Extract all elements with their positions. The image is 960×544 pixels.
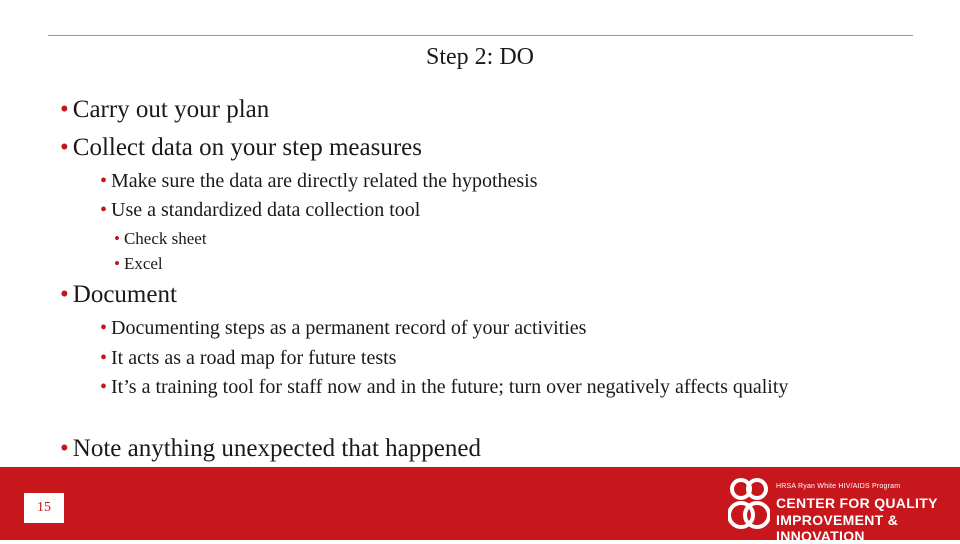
bullet-text: Documenting steps as a permanent record of your activities xyxy=(111,317,587,339)
bullet-text: Check sheet xyxy=(123,229,207,248)
bullet-item xyxy=(60,96,269,124)
bullet-item xyxy=(100,170,538,193)
ribbon-logo-icon xyxy=(728,475,770,533)
bullet-item xyxy=(100,374,860,401)
bullet-dot: • xyxy=(100,170,108,192)
logo-program-name: HRSA Ryan White HIV/AIDS Program xyxy=(776,483,901,490)
bullet-text: Carry out your plan xyxy=(72,96,270,123)
bullet-dot: • xyxy=(60,435,69,462)
bullet-item xyxy=(60,134,422,162)
footer-bar xyxy=(0,467,960,544)
bullet-dot: • xyxy=(60,96,69,123)
bullet-text: Use a standardized data collection tool xyxy=(111,199,421,221)
bullet-text: Collect data on your step measures xyxy=(72,134,422,161)
bullet-text: It’s a training tool for staff now and in the future; turn over negatively affects quality xyxy=(111,376,789,398)
top-rule xyxy=(48,35,913,36)
page-number: 15 xyxy=(24,493,64,523)
bullet-item xyxy=(100,317,586,340)
bullet-item xyxy=(100,347,396,370)
logo-text-line2: IMPROVEMENT & INNOVATION xyxy=(776,512,899,544)
bullet-item xyxy=(60,435,481,463)
bullet-dot: • xyxy=(100,199,108,221)
bullet-item xyxy=(114,229,207,249)
bullet-item xyxy=(114,254,163,274)
bullet-item xyxy=(100,199,420,222)
bullet-dot: • xyxy=(100,347,108,369)
bullet-item xyxy=(60,281,177,309)
bullet-dot: • xyxy=(114,229,120,248)
bullet-dot: • xyxy=(100,376,108,398)
bullet-text: Excel xyxy=(123,254,163,273)
bullet-text: It acts as a road map for future tests xyxy=(111,347,397,369)
bullet-dot: • xyxy=(60,134,69,161)
logo-text-line1: CENTER FOR QUALITY xyxy=(776,495,938,511)
bullet-text: Note anything unexpected that happened xyxy=(72,435,481,462)
organization-logo xyxy=(728,473,948,544)
bullet-dot: • xyxy=(100,317,108,339)
bullet-dot: • xyxy=(60,281,69,308)
bullet-dot: • xyxy=(114,254,120,273)
bullet-text: Make sure the data are directly related the hypothesis xyxy=(111,170,538,192)
slide-title: Step 2: DO xyxy=(426,44,534,70)
bullet-text: Document xyxy=(72,281,177,308)
